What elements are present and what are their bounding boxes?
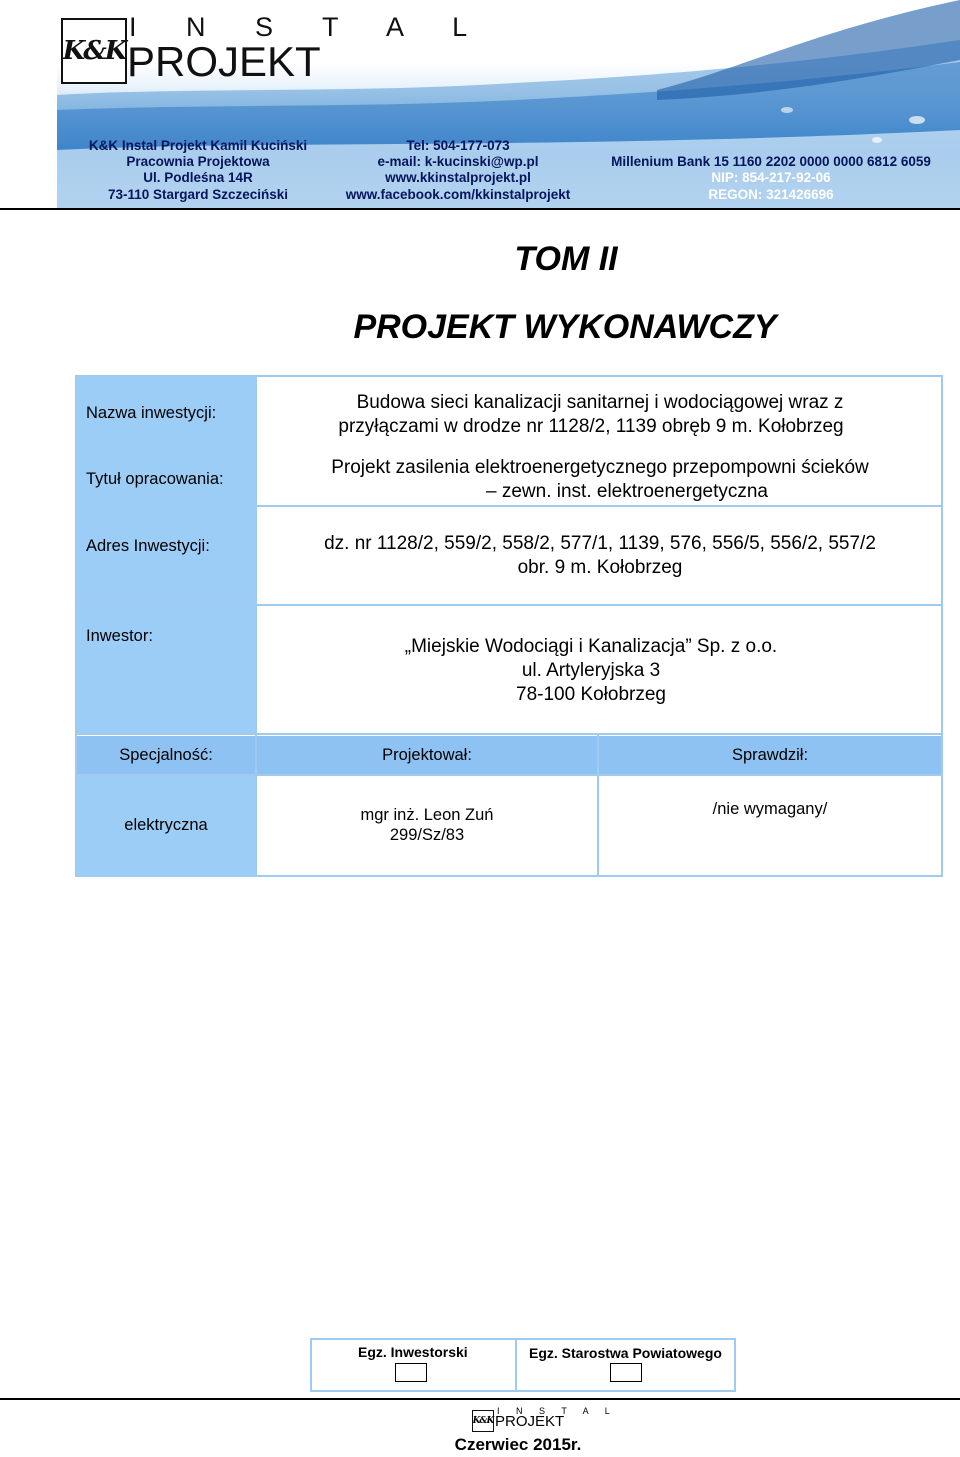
document-date: Czerwiec 2015r. [454, 1435, 582, 1454]
investor-name: „Miejskie Wodociągi i Kanalizacja” Sp. z o.o. [404, 636, 778, 657]
investor-street: ul. Artyleryjska 3 [521, 660, 661, 681]
company-email: e-mail: k-kucinski@wp.pl [377, 154, 539, 169]
rule [256, 505, 943, 507]
footer-logo-mark: K&K [472, 1410, 494, 1432]
logo-word-instal: I N S T A L [129, 12, 489, 42]
company-website: www.kkinstalprojekt.pl [385, 170, 531, 185]
investment-name-line2: przyłączami w drodze nr 1128/2, 1139 obręb 9 m. Kołobrzeg [338, 416, 844, 437]
specialty-label: Specjalność: [119, 746, 213, 764]
footer-logo-instal: I N S T A L [497, 1406, 617, 1416]
company-bank-account: Millenium Bank 15 1160 2202 0000 0000 6812 6059 [611, 154, 931, 169]
rule [75, 733, 943, 735]
rule [515, 1338, 517, 1392]
company-street: Ul. Podleśna 14R [143, 170, 253, 185]
footer-logo-projekt: PROJEKT [495, 1413, 565, 1430]
study-title-line1: Projekt zasilenia elektroenergetycznego przepompowni ścieków [331, 457, 869, 478]
investor-copy-label: Egz. Inwestorski [358, 1344, 468, 1360]
investment-address-line2: obr. 9 m. Kołobrzeg [517, 557, 683, 578]
investor-city: 78-100 Kołobrzeg [516, 684, 666, 705]
header-divider [0, 208, 960, 210]
investment-name-line1: Budowa sieci kanalizacji sanitarnej i wodociągowej wraz z [356, 392, 844, 413]
investor-copy-checkbox[interactable] [395, 1363, 427, 1382]
investment-address-line1: dz. nr 1128/2, 559/2, 558/2, 577/1, 1139, 576, 556/5, 556/2, 557/2 [324, 533, 876, 554]
company-facebook: www.facebook.com/kkinstalprojekt [345, 187, 571, 202]
designed-by-label: Projektował: [382, 746, 472, 764]
company-name: K&K Instal Projekt Kamil Kuciński [88, 138, 308, 153]
county-copy-label: Egz. Starostwa Powiatowego [529, 1345, 722, 1361]
company-nip: NIP: 854-217-92-06 [711, 170, 831, 185]
company-city: 73-110 Stargard Szczeciński [107, 187, 289, 202]
study-title-label: Tytuł opracowania: [86, 470, 224, 488]
company-logo-mark: K&K [61, 18, 127, 84]
investment-address-label: Adres Inwestycji: [86, 537, 210, 555]
project-type-title: PROJEKT WYKONAWCZY [353, 308, 777, 346]
logo-word-projekt: PROJEKT [127, 38, 321, 85]
company-regon: REGON: 321426696 [708, 187, 834, 202]
company-type: Pracownia Projektowa [126, 154, 270, 169]
investment-name-label: Nazwa inwestycji: [86, 404, 217, 422]
checked-by-label: Sprawdził: [731, 746, 809, 764]
designer-license: 299/Sz/83 [389, 826, 465, 844]
specialty-value: elektryczna [124, 816, 208, 834]
designer-name: mgr inż. Leon Zuń [360, 806, 494, 824]
checker-value: /nie wymagany/ [712, 800, 828, 818]
investor-label: Inwestor: [86, 627, 153, 645]
county-copy-checkbox[interactable] [610, 1363, 642, 1382]
study-title-line2: – zewn. inst. elektroenergetyczna [486, 481, 768, 502]
company-phone: Tel: 504-177-073 [406, 138, 510, 153]
footer-divider [0, 1398, 960, 1400]
rule [75, 604, 943, 606]
volume-title: TOM II [514, 240, 618, 278]
